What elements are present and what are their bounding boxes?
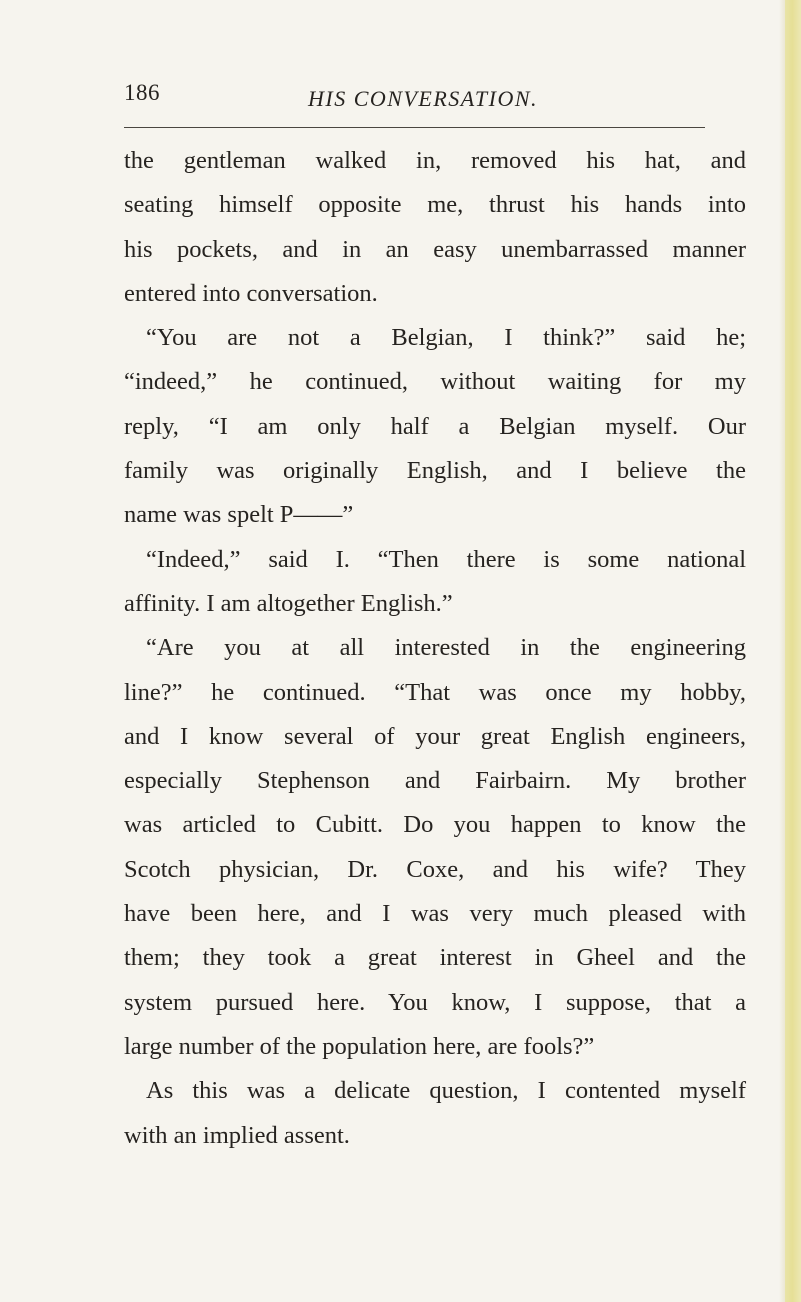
- text-line: As this was a delicate question, I contented myself: [146, 1077, 746, 1105]
- text-line: “Indeed,” said I. “Then there is some national: [146, 545, 746, 573]
- text-line: especially Stephenson and Fairbairn. My brother: [124, 767, 746, 795]
- text-line: affinity. I am altogether English.”: [124, 589, 453, 617]
- page-number: 186: [124, 80, 160, 105]
- header-rule: [124, 127, 705, 128]
- text-line: with an implied assent.: [124, 1121, 350, 1149]
- body-text: [124, 139, 746, 1158]
- text-line: line?” he continued. “That was once my hobby,: [124, 678, 746, 706]
- text-line: was articled to Cubitt. Do you happen to know the: [124, 811, 746, 839]
- text-line: name was spelt P——”: [124, 501, 354, 529]
- text-line: them; they took a great interest in Gheel and the: [124, 944, 746, 972]
- text-line: have been here, and I was very much pleased with: [124, 900, 746, 928]
- text-line: “Are you at all interested in the engineering: [146, 634, 746, 662]
- text-line: reply, “I am only half a Belgian myself. Our: [124, 412, 746, 440]
- text-line: and I know several of your great English engineers,: [124, 722, 746, 750]
- text-line: system pursued here. You know, I suppose, that a: [124, 988, 746, 1016]
- text-line: Scotch physician, Dr. Coxe, and his wife? They: [124, 855, 746, 883]
- text-line: “indeed,” he continued, without waiting for my: [124, 368, 746, 396]
- text-line: seating himself opposite me, thrust his hands into: [124, 191, 746, 219]
- page-header: [0, 80, 785, 120]
- text-line: his pockets, and in an easy unembarrassed manner: [124, 235, 746, 263]
- text-line: large number of the population here, are fools?”: [124, 1032, 595, 1060]
- text-line: entered into conversation.: [124, 279, 378, 307]
- text-line: family was originally English, and I believe the: [124, 457, 746, 485]
- page-edge: [785, 0, 801, 1302]
- running-head: HIS CONVERSATION.: [308, 86, 539, 111]
- text-line: the gentleman walked in, removed his hat, and: [124, 147, 746, 174]
- text-line: “You are not a Belgian, I think?” said he;: [146, 324, 746, 352]
